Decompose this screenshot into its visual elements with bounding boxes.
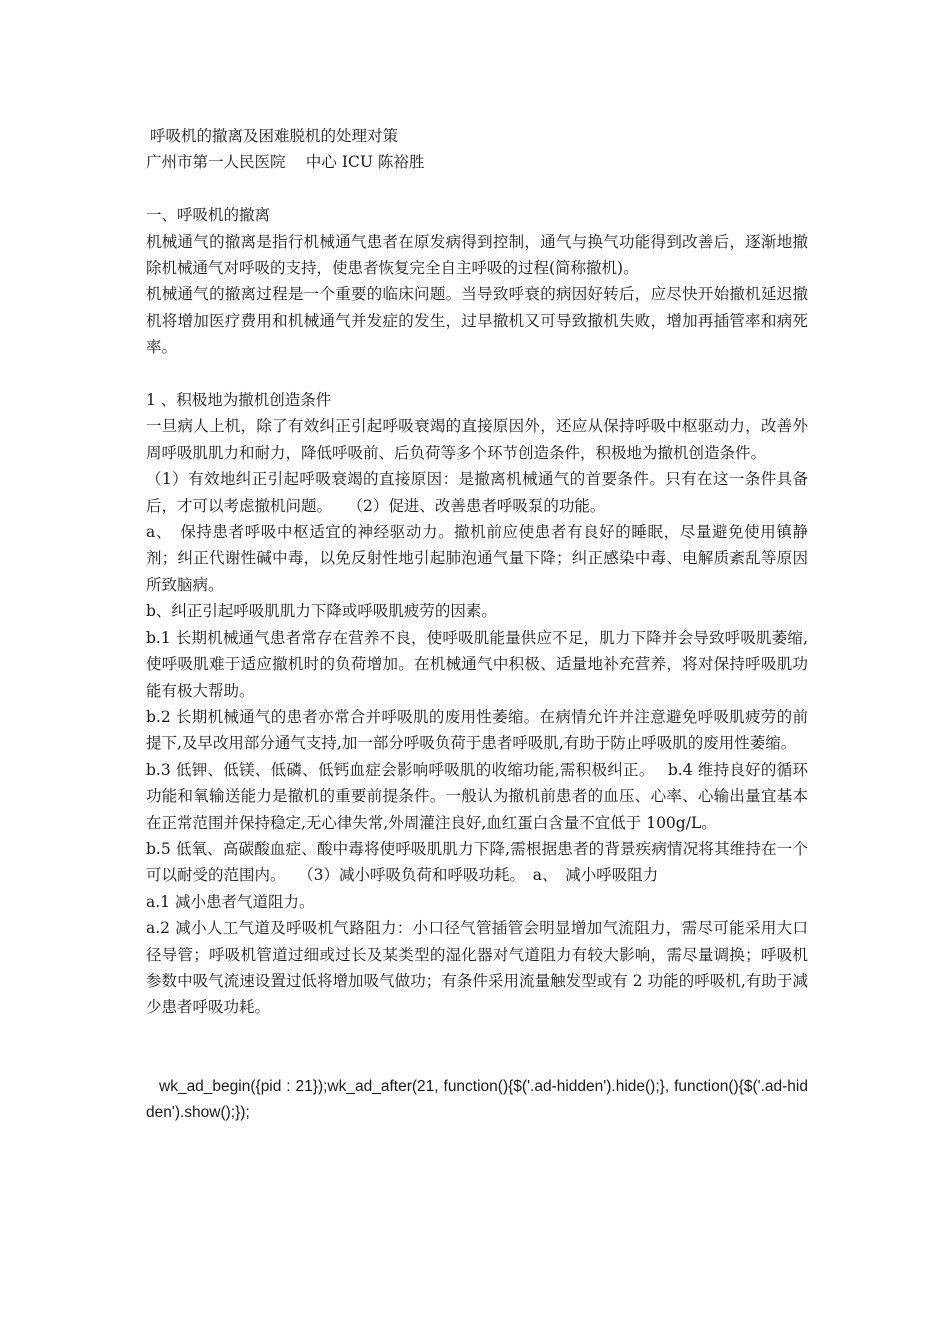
paragraph: b.5 低氧、高碳酸血症、酸中毒将使呼吸肌肌力下降,需根据患者的背景疾病情况将其维持在一个可以耐受的范围内。 （3）减小呼吸负荷和呼吸功耗。 a、 减小呼吸阻力: [146, 839, 808, 885]
section-heading: 一、呼吸机的撤离: [146, 206, 271, 225]
document-title: 呼吸机的撤离及困难脱机的处理对策: [150, 127, 399, 145]
paragraph: a.2 减小人工气道及呼吸机气路阻力：小口径气管插管会明显增加气流阻力，需尽可能采用大口径导管；呼吸机管道过细或过长及某类型的湿化器对气道阻力有较大影响，需尽量调换；呼吸机参数中吸气流速设置过低将增加吸气做功；有条件采用流量触发型或有 2 功能的呼吸机,有助于减少患者呼吸功耗。: [146, 919, 808, 1017]
paragraph: b、纠正引起呼吸肌肌力下降或呼吸肌疲劳的因素。: [146, 602, 497, 621]
blank-line: [146, 176, 808, 202]
subsection-heading: 1 、积极地为撤机创造条件: [146, 391, 332, 410]
document-page: [146, 123, 808, 1142]
blank-line: [146, 1047, 808, 1073]
blank-line: [146, 1021, 808, 1047]
paragraph: b.2 长期机械通气的患者亦常合并呼吸肌的废用性萎缩。在病情允许并注意避免呼吸肌疲劳的前提下,及早改用部分通气支持,加一部分呼吸负荷于患者呼吸肌,有助于防止呼吸肌的废用性萎缩。: [146, 707, 808, 753]
author-line: 广州市第一人民医院 中心 ICU 陈裕胜: [146, 153, 425, 172]
paragraph: a、 保持患者呼吸中枢适宜的神经驱动力。撤机前应使患者有良好的睡眠，尽量避免使用镇静剂；纠正代谢性碱中毒，以免反射性地引起肺泡通气量下降；纠正感染中毒、电解质紊乱等原因所致脑病。: [146, 523, 808, 594]
paragraph: 一旦病人上机，除了有效纠正引起呼吸衰竭的直接原因外，还应从保持呼吸中枢驱动力，改善外周呼吸肌肌力和耐力，降低呼吸前、后负荷等多个环节创造条件，积极地为撤机创造条件。: [146, 417, 808, 462]
paragraph: b.3 低钾、低镁、低磷、低钙血症会影响呼吸肌的收缩功能,需积极纠正。 b.4 维持良好的循环功能和氧输送能力是撤机的重要前提条件。一般认为撤机前患者的血压、心率、心输出量宜基本在正常范围并保持稳定,无心律失常,外周灌注良好,血红蛋白含量不宜低于 100g/L。: [146, 760, 808, 832]
paragraph: （1）有效地纠正引起呼吸衰竭的直接原因：是撤离机械通气的首要条件。只有在这一条件具备后，才可以考虑撤机问题。 （2）促进、改善患者呼吸泵的功能。: [146, 470, 808, 515]
paragraph: a.1 减小患者气道阻力。: [146, 892, 315, 911]
paragraph: 机械通气的撤离是指行机械通气患者在原发病得到控制，通气与换气功能得到改善后，逐渐地撤除机械通气对呼吸的支持，使患者恢复完全自主呼吸的过程(简称撤机)。: [146, 232, 808, 278]
paragraph: 机械通气的撤离过程是一个重要的临床问题。当导致呼衰的病因好转后，应尽快开始撤机延迟撤机将增加医疗费用和机械通气并发症的发生，过早撤机又可导致撤机失败，增加再插管率和病死率。: [146, 285, 808, 357]
paragraph: b.1 长期机械通气患者常存在营养不良，使呼吸肌能量供应不足，肌力下降并会导致呼吸肌萎缩,使呼吸肌难于适应撤机时的负荷增加。在机械通气中积极、适量地补充营养，将对保持呼吸肌功能有极大帮助。: [146, 628, 808, 700]
script-code-text: wk_ad_begin({pid : 21});wk_ad_after(21, function(){$('.ad-hidden').hide();}, function(){$('.ad-hidden').show();});: [146, 1077, 808, 1121]
blank-line: [146, 361, 808, 387]
